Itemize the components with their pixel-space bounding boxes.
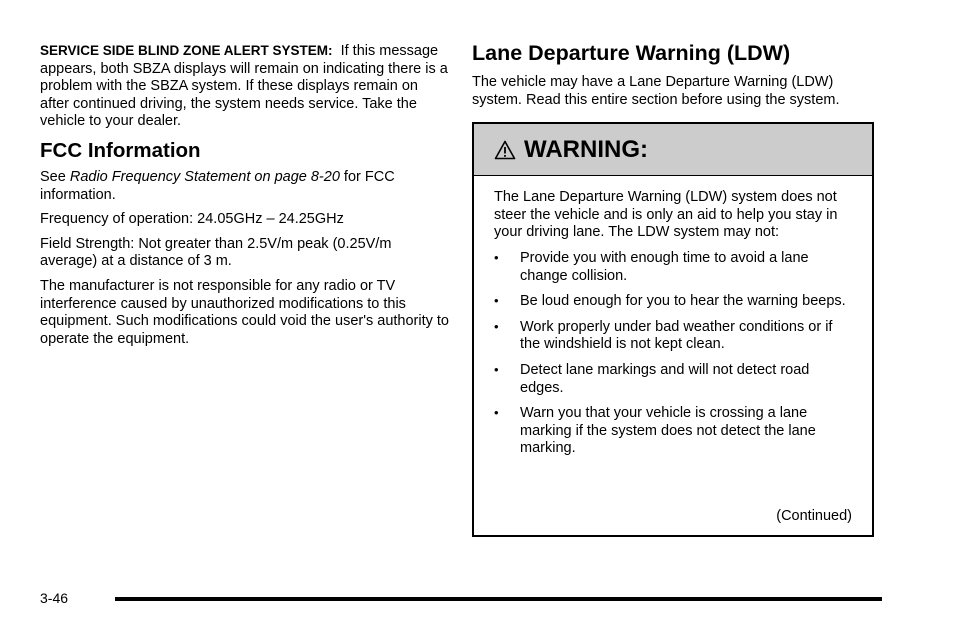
sbza-lead: SERVICE SIDE BLIND ZONE ALERT SYSTEM: xyxy=(40,43,333,58)
list-item xyxy=(494,319,854,354)
frequency-paragraph: Frequency of operation: 24.05GHz – 24.25GHz xyxy=(40,211,344,228)
warning-body xyxy=(474,176,872,458)
fcc-see-prefix: See xyxy=(40,168,70,185)
list-item xyxy=(494,250,854,285)
field-strength-paragraph: Field Strength: Not greater than 2.5V/m peak (0.25V/m average) at a distance of 3 m. xyxy=(40,235,392,270)
list-item-text: Detect lane markings and will not detect road edges. xyxy=(520,361,810,396)
continued-label: (Continued) xyxy=(776,507,852,524)
bullet-icon: • xyxy=(494,249,499,265)
list-item xyxy=(494,362,854,397)
bullet-icon: • xyxy=(494,361,499,377)
sbza-text: If this message appears, both SBZA displays will remain on indicating there is a problem with the SBZA system. If these displays remain on after continued driving, the system needs service. Take the vehicle to your dealer. xyxy=(40,43,448,130)
footer-rule xyxy=(115,597,882,601)
sbza-paragraph xyxy=(40,42,450,131)
list-item-text: Warn you that your vehicle is crossing a lane marking if the system does not detect the lane marking. xyxy=(520,405,816,457)
fcc-see-reference: Radio Frequency Statement on page 8-20 xyxy=(69,168,340,185)
list-item xyxy=(494,405,854,458)
warning-triangle-icon xyxy=(494,140,516,160)
ldw-intro: The vehicle may have a Lane Departure Warning (LDW) system. Read this entire section before using the system. xyxy=(472,74,840,108)
list-item-text: Work properly under bad weather conditions or if the windshield is not kept clean. xyxy=(520,318,833,353)
warning-intro: The Lane Departure Warning (LDW) system does not steer the vehicle and is only an aid to help you stay in your driving lane. The LDW system may not: xyxy=(494,189,838,241)
list-item-text: Provide you with enough time to avoid a lane change collision. xyxy=(520,249,809,284)
list-item-text: Be loud enough for you to hear the warning beeps. xyxy=(520,293,846,310)
ldw-title: Lane Departure Warning (LDW) xyxy=(472,41,791,65)
disclaimer-paragraph: The manufacturer is not responsible for any radio or TV interference caused by unauthorized modifications to this equipment. Such modifications could void the user's authority to operate the equipment. xyxy=(40,277,449,347)
list-item xyxy=(494,293,854,311)
right-column xyxy=(472,40,874,537)
warning-box xyxy=(472,122,874,537)
bullet-icon: • xyxy=(494,318,499,334)
fcc-heading: FCC Information xyxy=(40,138,201,162)
warning-label: WARNING: xyxy=(524,135,648,163)
page-number: 3-46 xyxy=(40,590,69,606)
bullet-icon: • xyxy=(494,405,499,421)
warning-header xyxy=(474,124,872,176)
left-column xyxy=(40,42,450,355)
warning-bullet-list xyxy=(494,250,854,458)
fcc-see-suffix: for FCC information. xyxy=(40,168,395,203)
fcc-see-paragraph xyxy=(40,169,450,204)
bullet-icon: • xyxy=(494,293,499,309)
